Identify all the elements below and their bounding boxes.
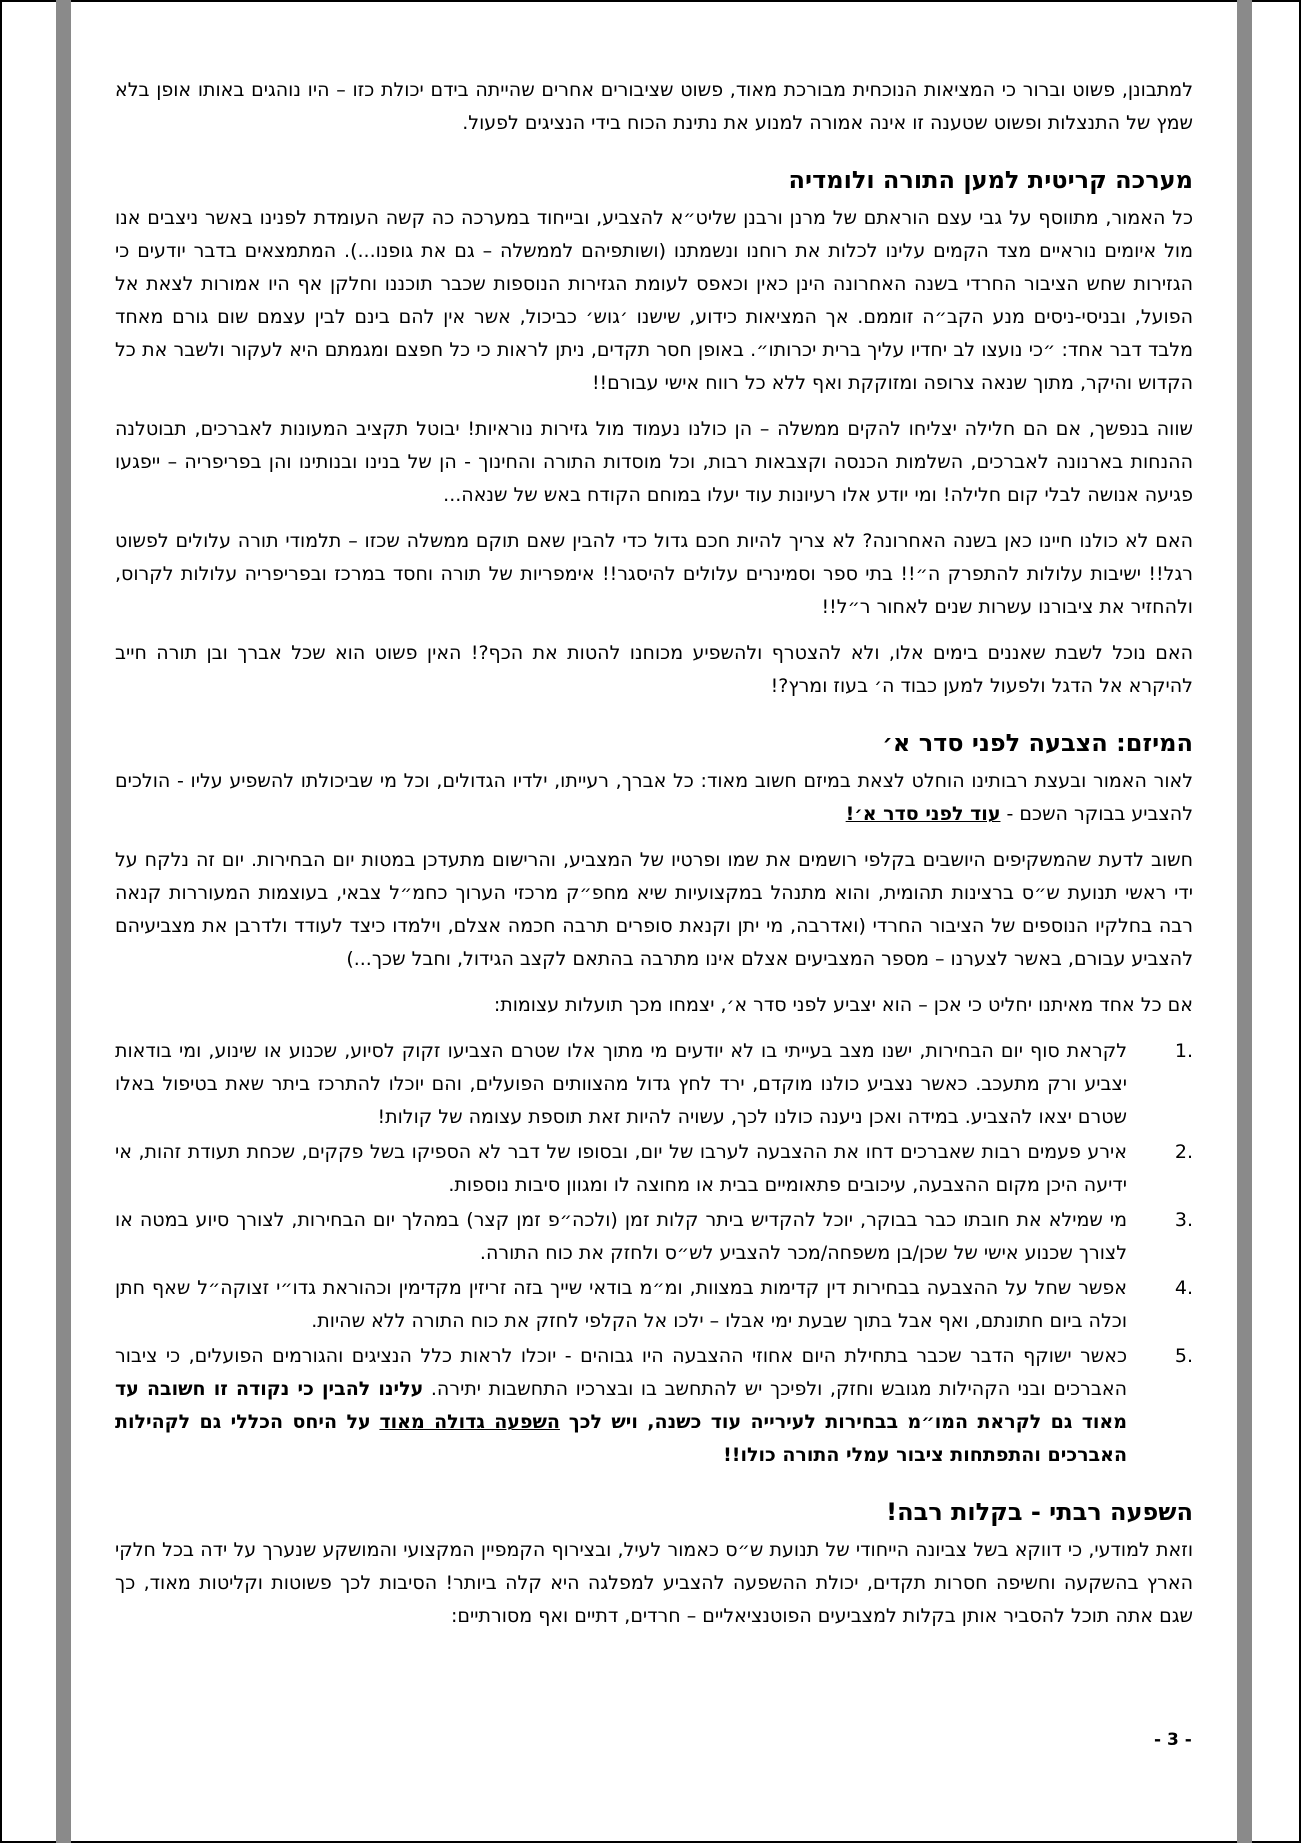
initiative-paragraph-1 [115, 765, 1193, 831]
document-body [115, 74, 1193, 1646]
list-item-number: .5 [1174, 1345, 1193, 1367]
initiative-paragraph-1-text: לאור האמור ובעצת רבותינו הוחלט לצאת במיזם חשוב מאוד: כל אברך, רעייתו, ילדיו הגדולים, וכל מי שביכולתו להשפיע עליו - הולכים להצביע בבוקר השכם - [115, 770, 1193, 825]
list-item-text: לקראת סוף יום הבחירות, ישנו מצב בעייתי בו לא יודעים מי מתוך אלו שטרם הצביעו זקוק לסיוע, שכנוע או שינוע, ומי בודאות יצביע ורק מתעכב. כאשר נצביע כולנו מוקדם, ירד לחץ גדול מהצוותים הפועלים, והם יוכלו להתרכז ביתר שאת בטיפול באלו שטרם יצאו להצביע. במידה ואכן ניענה כולנו לכך, עשויה להיות זאת תוספת עצומה של קולות! [115, 1040, 1127, 1128]
influence-paragraph: וזאת למודעי, כי דווקא בשל צביונה הייחודי של תנועת ש״ס כאמור לעיל, ובצירוף הקמפיין המקצועי והמושקע שנערך על ידה בכל חלקי הארץ בהשקעה וחשיפה חסרות תקדים, יכולת ההשפעה להצביע למפלגה היא קלה ביותר! הסיבות לכך פשוטות וקליטות מאוד, כך שגם אתה תוכל להסביר אותן בקלות למצביעים הפוטנציאליים – חרדים, דתיים ואף מסורתיים: [115, 1539, 1193, 1627]
critical-paragraph-2: שווה בנפשך, אם הם חלילה יצליחו להקים ממשלה – הן כולנו נעמוד מול גזירות נוראיות! יבוטל תקציב המעונות לאברכים, תבוטלנה ההנחות בארנונה לאברכים, השלמות הכנסה וקצבאות רבות, וכל מוסדות התורה והחינוך - הן של בנינו ובנותינו והן בפריפריה – ייפגעו פגיעה אנושה לבלי קום חלילה! ומי יודע אלו רעיונות עוד יעלו במוחם הקודח באש של שנאה... [115, 418, 1193, 506]
right-margin-bar [1237, 0, 1252, 1843]
critical-paragraph-1: כל האמור, מתווסף על גבי עצם הוראתם של מרנן ורבנן שליט״א להצביע, ובייחוד במערכה כה קשה העומדת לפנינו באשר ניצבים אנו מול איומים נוראיים מצד הקמים עלינו לכלות את רוחנו ונשמתנו (ושותפיהם לממשלה – גם את גופנו...). המתמצאים בדבר יודעים כי הגזירות שחש הציבור החרדי בשנה האחרונה הינן כאין וכאפס לעומת הגזירות הנוספות שכבר תוכננו וחלקן אף היו אמורות לצאת אל הפועל, ובניסי-ניסים מנע הקב״ה זוממם. אך המציאות כידוע, שישנו ׳גוש׳ כביכול, אשר אין להם בינם לבין עצמם שום גורם מאחד מלבד דבר אחד: ״כי נועצו לב יחדיו עליך ברית יכרותו״. באופן חסר תקדים, ניתן לראות כי כל חפצם ומגמתם היא לעקור ולשבר את כל הקדוש והיקר, מתוך שנאה צרופה ומזוקקת ואף ללא כל רווח אישי עבורם!! [115, 207, 1193, 394]
list-item-bold-text-end: על היחס הכללי גם לקהילות האברכים והתפתחות ציבור עמלי התורה כולו!! [115, 1411, 1127, 1466]
list-item-text: אפשר שחל על ההצבעה בבחירות דין קדימות במצוות, ומ״מ בודאי שייך בזה זריזין מקדימין וכהוראת גדו״י זצוקה״ל שאף חתן וכלה ביום חתונתם, ואף אבל בתוך שבעת ימי אבלו – ילכו אל הקלפי לחזק את כוח התורה ללא שהיות. [115, 1277, 1127, 1332]
list-item-bold-text: עלינו להבין כי נקודה זו חשובה עד מאוד גם לקראת המו״מ בבחירות לעירייה עוד כשנה, ויש לכך [115, 1378, 1127, 1433]
section-heading-critical: מערכה קריטית למען התורה ולומדיה [788, 166, 1193, 194]
list-item-text: אירע פעמים רבות שאברכים דחו את ההצבעה לערבו של יום, ובסופו של דבר לא הספיקו בשל פקקים, שכחת תעודת זהות, אי ידיעה היכן מקום ההצבעה, עיכובים פתאומיים בבית או מחוצה לו ומגוון סיבות נוספות. [115, 1141, 1127, 1196]
list-item [115, 1340, 1193, 1472]
list-item-bold-underlined-text: השפעה גדולה מאוד [379, 1411, 560, 1433]
critical-paragraph-3: האם לא כולנו חיינו כאן בשנה האחרונה? לא צריך להיות חכם גדול כדי להבין שאם תוקם ממשלה שכזו – תלמודי תורה עלולים לפשוט רגל!! ישיבות עלולות להתפרק ה״!! בתי ספר וסמינרים עלולים להיסגר!! אימפריות של תורה וחסד במרכז ובפריפריה עלולות לקרוס, ולהחזיר את ציבורנו עשרות שנים לאחור ר״ל!! [115, 530, 1193, 618]
list-item-number: .4 [1174, 1277, 1193, 1299]
initiative-emphasis: עוד לפני סדר א׳! [845, 803, 1001, 825]
intro-paragraph: למתבונן, פשוט וברור כי המציאות הנוכחית מבורכת מאוד, פשוט שציבורים אחרים שהייתה בידם יכולת כזו – היו נוהגים באותו אופן בלא שמץ של התנצלות ופשוט שטענה זו אינה אמורה למנוע את נתינת הכוח בידי הנציגים לפעול. [115, 79, 1193, 134]
page-number: - 3 - [1154, 1730, 1192, 1750]
left-margin-bar [56, 0, 71, 1843]
list-item-text: מי שמילא את חובתו כבר בבוקר, יוכל להקדיש ביתר קלות זמן (ולכה״פ זמן קצר) במהלך יום הבחירות, לצורך סיוע במטה או לצורך שכנוע אישי של שכן/בן משפחה/מכר להצביע לש״ס ולחזק את כוח התורה. [115, 1209, 1127, 1264]
list-item-text: כאשר ישוקף הדבר שכבר בתחילת היום אחוזי ההצבעה היו גבוהים - יוכלו לראות כלל הנציגים והגורמים הפועלים, כי ציבור האברכים ובני הקהילות מגובש וחזק, ולפיכך יש להתחשב בו ובצרכיו התחשבות יתירה. [115, 1345, 1128, 1400]
list-item [115, 1136, 1193, 1202]
list-item [115, 1204, 1193, 1270]
initiative-paragraph-3: אם כל אחד מאיתנו יחליט כי אכן – הוא יצביע לפני סדר א׳, יצמחו מכך תועלות עצומות: [493, 994, 1193, 1016]
section-heading-influence: השפעה רבתי - בקלות רבה! [886, 1498, 1193, 1526]
left-frame-line [0, 0, 2, 1843]
list-item-number: .3 [1174, 1209, 1193, 1231]
critical-paragraph-4: האם נוכל לשבת שאננים בימים אלו, ולא להצטרף ולהשפיע מכוחנו להטות את הכף?! האין פשוט הוא שכל אברך ובן תורה חייב להיקרא אל הדגל ולפעול למען כבוד ה׳ בעוז ומרץ?! [115, 642, 1193, 697]
list-item [115, 1035, 1193, 1134]
page-top-border [0, 0, 1301, 2]
benefits-list [115, 1035, 1193, 1472]
list-item-number: .2 [1174, 1141, 1193, 1163]
initiative-paragraph-2: חשוב לדעת שהמשקיפים היושבים בקלפי רושמים את שמו ופרטיו של המצביע, והרישום מתעדכן במטות יום הבחירות. יום זה נלקח על ידי ראשי תנועת ש״ס ברצינות תהומית, והוא מתנהל במקצועיות שיא מחפ״ק מרכזי הערוך כחמ״ל צבאי, בעוצמות המעוררות קנאה רבה בחלקיו הנוספים של הציבור החרדי (ואדרבה, מי יתן וקנאת סופרים תרבה חכמה אצלם, וילמדו כיצד לעודד ולדרבן את מצביעיהם להצביע עבורם, באשר לצערנו – מספר המצביעים אצלם אינו מתרבה בהתאם לקצב הגידול, וחבל שכך...) [115, 849, 1193, 970]
list-item [115, 1272, 1193, 1338]
section-heading-initiative: המיזם: הצבעה לפני סדר א׳ [882, 729, 1193, 757]
list-item-number: .1 [1174, 1040, 1193, 1062]
